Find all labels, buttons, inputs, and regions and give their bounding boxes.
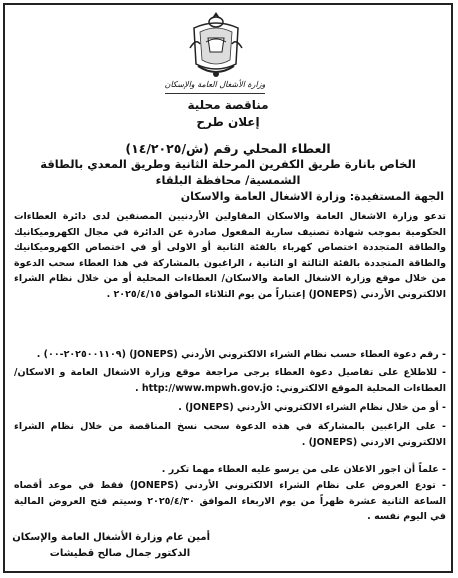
announcement-subtitle: إعلان طرح [196,115,260,129]
divider [165,93,265,94]
bullet-joneps: - أو من خلال نظام الشراء الالكتروني الأردني (JONEPS) . [178,402,446,413]
tender-subject-line2: الشمسية/ محافظة البلقاء [155,173,301,187]
intro-paragraph: تدعو وزارة الاشغال العامة والاسكان المقاولين الأردنيين المصنفين لدى دائرة العطاءات الحكومية بموجب شهادة تصنيف سارية المفعول صادرة عن الدائرة في مجال الكهروميكانيك والطاقة المتجددة اختصاص كهرباء بالفئة الثانية أو الاولى أو في اختصاص الكهروميكانيك والطاقة المتجددة بالفئة الثالثة او الثانية ، الراغبون بالمشاركة في هذا العطاء سحب الدعوة من خلال موقع وزارة الاشغال العامة والاسكان/ العطاءات المحلية أو من خلال نظام الشراء الالكتروني الأردني (JONEPS) إعتباراً من يوم الثلاثاء الموافق ٢٠٢٥/٤/١٥ . [14,211,446,300]
bullet-advert-fees: - علماً أن اجور الاعلان على من يرسو عليه العطاء مهما تكرر . [161,464,446,475]
tender-subject-line1: الخاص بانارة طريق الكفرين المرحلة الثانية وطريق المعدي بالطاقة [40,157,416,171]
tender-number: العطاء المحلي رقم (ش/١٤/٢٠٢٥) [125,141,331,156]
jordan-coat-of-arms-emblem [186,8,246,80]
ministry-name: وزارة الأشغال العامة والإسكان [164,80,266,89]
announcement-title: مناقصة محلية [187,98,269,112]
bullet-submission-deadline: - تودع العروض على نظام الشراء الالكتروني الأردني (JONEPS) فقط في موعد أقصاه الساعة الثانية عشرة ظهراً من يوم الاربعاء الموافق ٢٠٢٥/٤/٣٠ وسيتم فتح العروض المالية في اليوم نفسه . [14,480,446,522]
bullet-website-details: - للاطلاع على تفاصيل دعوة العطاء يرجى مراجعة موقع وزارة الاشغال العامة و الاسكان/العطاءات المحلية الموقع الالكتروني: http://www.mpwh.gov.jo . [14,367,446,394]
signature-title: أمين عام وزارة الأشغال العامة والإسكان [12,532,210,543]
bullet-download-copies: - على الراغبين بالمشاركة في هذه الدعوة سحب نسخ المناقصة من خلال نظام الشراء الالكتروني الاردني (JONEPS) . [14,421,446,448]
bullet-invitation-number: - رقم دعوة العطاء حسب نظام الشراء الالكتروني الأردني (JONEPS) (٢٠٢٥٠٠١١٠٩-٠٠) . [36,349,446,360]
beneficiary: الجهة المستفيدة: وزارة الاشغال العامة والاسكان [180,190,444,203]
signature-name: الدكتور جمال صالح قطيشات [49,548,191,559]
